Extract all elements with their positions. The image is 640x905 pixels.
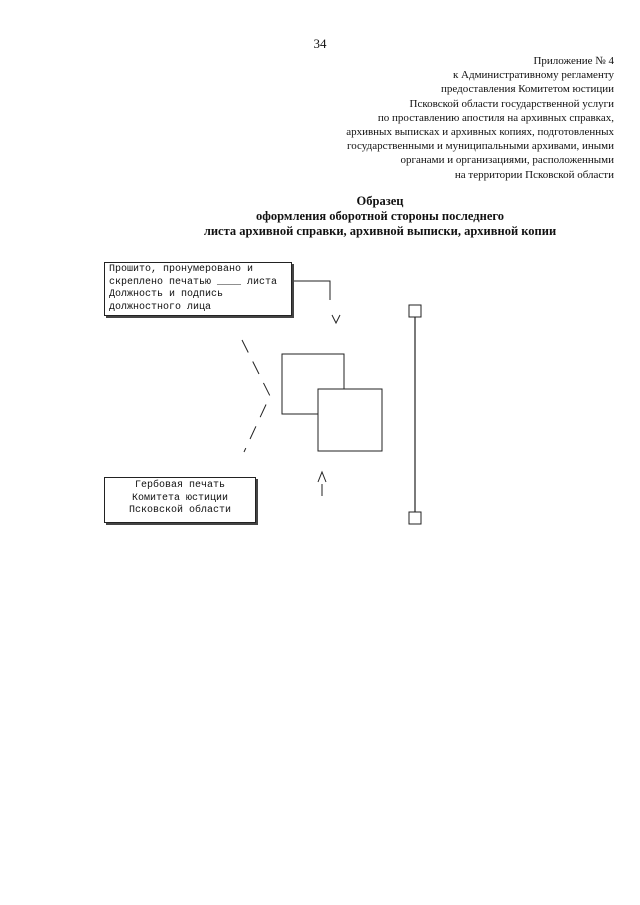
seal-line-3: Псковской области [128, 505, 232, 516]
certification-note-box [104, 262, 292, 316]
title-line-2: оформления оборотной стороны последнего [256, 209, 504, 223]
page-number: 34 [313, 36, 327, 51]
certification-line-3: Должность и подпись [109, 289, 224, 300]
arrow-mark-bottom [318, 472, 326, 482]
appendix-line: предоставления Комитетом юстиции [441, 83, 614, 96]
seal-box [104, 477, 256, 523]
dashed-bracket [242, 340, 270, 452]
certification-line-2: скреплено печатью ____ листа [109, 276, 278, 288]
title-line-3: листа архивной справки, архивной выписки, архивной копии [203, 224, 557, 238]
appendix-line: государственными и муниципальными архивами, иными [347, 140, 614, 153]
thread-end-top [409, 305, 421, 317]
thread-end-bottom [409, 512, 421, 524]
seal-line-2: Комитета юстиции [131, 492, 228, 504]
sheet-square-front [318, 389, 382, 451]
appendix-line: к Административному регламенту [452, 69, 614, 82]
appendix-line: Псковской области государственной услуги [409, 97, 614, 110]
appendix-line: органами и организациями, расположенными [400, 154, 614, 167]
leader-line [292, 281, 330, 300]
seal-line-1: Гербовая печать [134, 480, 225, 491]
appendix-line: архивных выписках и архивных копиях, подготовленных [346, 126, 614, 139]
title-line-1: Образец [356, 194, 404, 208]
appendix-line: на территории Псковской области [454, 168, 614, 181]
appendix-line: Приложение № 4 [533, 55, 614, 67]
arrow-mark-top [332, 315, 340, 323]
certification-line-1: Прошито, пронумеровано и [109, 264, 254, 275]
certification-line-4: должностного лица [109, 301, 212, 313]
appendix-line: по проставлению апостиля на архивных справках, [377, 111, 614, 124]
